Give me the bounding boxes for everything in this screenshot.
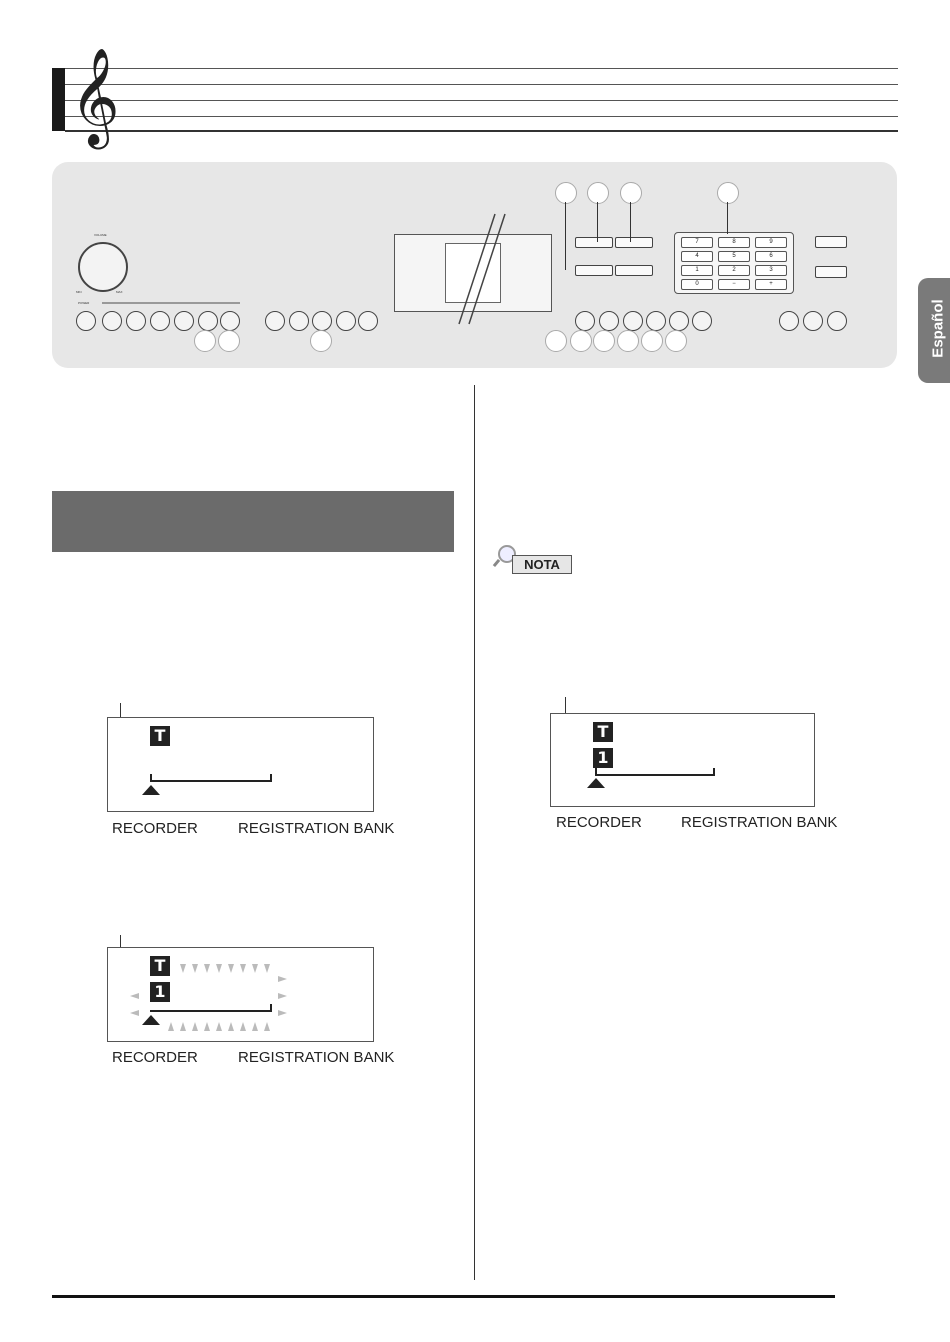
track-number: 1 bbox=[593, 748, 613, 768]
volume-min-label: MIN bbox=[76, 290, 82, 294]
blink-ray bbox=[278, 993, 287, 999]
staff-line bbox=[65, 84, 898, 85]
numpad-key: 5 bbox=[718, 251, 750, 262]
panel-button bbox=[692, 311, 712, 331]
section-heading-bar bbox=[52, 491, 454, 552]
callout-marker bbox=[194, 330, 216, 352]
panel-button bbox=[289, 311, 309, 331]
callout-marker bbox=[620, 182, 642, 204]
header-staff bbox=[0, 0, 950, 150]
staff-line bbox=[65, 68, 898, 69]
lcd-display bbox=[550, 713, 815, 807]
numpad-key: 1 bbox=[681, 265, 713, 276]
registration-bank-label: REGISTRATION BANK bbox=[681, 814, 838, 831]
bank-bar-tick bbox=[713, 768, 715, 775]
track-indicator: T bbox=[593, 722, 613, 742]
numpad-key: 9 bbox=[755, 237, 787, 248]
callout-marker bbox=[587, 182, 609, 204]
rect-button bbox=[815, 266, 847, 278]
callout-marker bbox=[593, 330, 615, 352]
panel-button bbox=[646, 311, 666, 331]
track-number: 1 bbox=[150, 982, 170, 1002]
staff-line bbox=[65, 100, 898, 101]
numpad-key: 4 bbox=[681, 251, 713, 262]
numpad-key: 6 bbox=[755, 251, 787, 262]
recorder-pointer bbox=[142, 785, 160, 795]
callout-marker bbox=[545, 330, 567, 352]
numpad-key: 8 bbox=[718, 237, 750, 248]
blink-ray bbox=[240, 1022, 246, 1031]
blink-ray bbox=[278, 1010, 287, 1016]
blink-ray bbox=[204, 1022, 210, 1031]
volume-knob bbox=[78, 242, 128, 292]
blink-ray bbox=[130, 993, 139, 999]
registration-bank-label: REGISTRATION BANK bbox=[238, 820, 395, 837]
track-indicator: T bbox=[150, 956, 170, 976]
blink-ray bbox=[228, 1022, 234, 1031]
blink-ray bbox=[252, 964, 258, 973]
rect-button bbox=[575, 237, 613, 248]
rect-button bbox=[815, 236, 847, 248]
blink-ray bbox=[180, 1022, 186, 1031]
lcd-display bbox=[107, 717, 374, 812]
treble-clef-icon: 𝄞 bbox=[70, 47, 120, 145]
callout-marker bbox=[555, 182, 577, 204]
callout-leader bbox=[727, 202, 728, 234]
panel-button bbox=[575, 311, 595, 331]
lcd-display-blinking bbox=[107, 947, 374, 1042]
numpad-key: 7 bbox=[681, 237, 713, 248]
numpad-key: 2 bbox=[718, 265, 750, 276]
recorder-pointer bbox=[142, 1015, 160, 1025]
magnifier-handle bbox=[493, 559, 500, 567]
panel-button bbox=[827, 311, 847, 331]
numpad-key: + bbox=[755, 279, 787, 290]
panel-button bbox=[803, 311, 823, 331]
panel-button bbox=[599, 311, 619, 331]
keyboard-panel-illustration bbox=[52, 162, 897, 368]
callout-leader bbox=[630, 202, 631, 242]
language-tab bbox=[918, 278, 950, 383]
callout-marker bbox=[570, 330, 592, 352]
staff-bottom-line bbox=[65, 130, 898, 132]
blink-ray bbox=[216, 1022, 222, 1031]
numpad-key: − bbox=[718, 279, 750, 290]
rect-button bbox=[615, 265, 653, 276]
blink-ray bbox=[216, 964, 222, 973]
callout-marker bbox=[617, 330, 639, 352]
panel-button bbox=[198, 311, 218, 331]
callout-marker bbox=[310, 330, 332, 352]
callout-marker bbox=[665, 330, 687, 352]
panel-strip bbox=[102, 302, 240, 304]
power-button bbox=[76, 311, 96, 331]
callout-leader bbox=[597, 202, 598, 242]
bank-bar-tick bbox=[595, 768, 597, 775]
panel-break-mark bbox=[447, 212, 517, 327]
blink-ray bbox=[252, 1022, 258, 1031]
recorder-label: RECORDER bbox=[112, 820, 198, 837]
numpad-key: 0 bbox=[681, 279, 713, 290]
numpad bbox=[674, 232, 794, 294]
panel-button bbox=[220, 311, 240, 331]
recorder-label: RECORDER bbox=[112, 1049, 198, 1066]
rect-button bbox=[615, 237, 653, 248]
panel-button bbox=[779, 311, 799, 331]
blink-ray bbox=[264, 1022, 270, 1031]
column-divider bbox=[474, 385, 475, 1280]
blink-ray bbox=[192, 1022, 198, 1031]
panel-button bbox=[312, 311, 332, 331]
bank-bar bbox=[150, 1010, 272, 1012]
power-label: POWER bbox=[78, 301, 90, 305]
callout-leader bbox=[565, 202, 566, 270]
blink-ray bbox=[192, 964, 198, 973]
panel-button bbox=[102, 311, 122, 331]
volume-max-label: MAX bbox=[116, 290, 123, 294]
panel-button bbox=[336, 311, 356, 331]
panel-button bbox=[358, 311, 378, 331]
callout-marker bbox=[717, 182, 739, 204]
nota-label: NOTA bbox=[512, 555, 572, 574]
bank-bar bbox=[595, 774, 715, 776]
footer-rule bbox=[52, 1295, 835, 1298]
callout-marker bbox=[218, 330, 240, 352]
track-indicator: T bbox=[150, 726, 170, 746]
blink-ray bbox=[240, 964, 246, 973]
numpad-key: 3 bbox=[755, 265, 787, 276]
bank-bar bbox=[150, 780, 272, 782]
blink-ray bbox=[168, 1022, 174, 1031]
volume-label: VOLUME bbox=[94, 233, 107, 237]
bank-bar-tick bbox=[270, 1004, 272, 1011]
panel-button bbox=[174, 311, 194, 331]
staff-left-bar bbox=[52, 68, 65, 131]
rect-button bbox=[575, 265, 613, 276]
blink-ray bbox=[180, 964, 186, 973]
panel-button bbox=[265, 311, 285, 331]
bank-bar-tick bbox=[150, 774, 152, 781]
recorder-pointer bbox=[587, 778, 605, 788]
blink-ray bbox=[278, 976, 287, 982]
blink-ray bbox=[204, 964, 210, 973]
registration-bank-label: REGISTRATION BANK bbox=[238, 1049, 395, 1066]
bank-bar-tick bbox=[270, 774, 272, 781]
recorder-label: RECORDER bbox=[556, 814, 642, 831]
blink-ray bbox=[264, 964, 270, 973]
panel-button bbox=[126, 311, 146, 331]
language-tab-label: Español bbox=[929, 299, 947, 358]
staff-line bbox=[65, 116, 898, 117]
blink-ray bbox=[228, 964, 234, 973]
blink-ray bbox=[130, 1010, 139, 1016]
panel-button bbox=[623, 311, 643, 331]
callout-marker bbox=[641, 330, 663, 352]
panel-button bbox=[150, 311, 170, 331]
panel-button bbox=[669, 311, 689, 331]
